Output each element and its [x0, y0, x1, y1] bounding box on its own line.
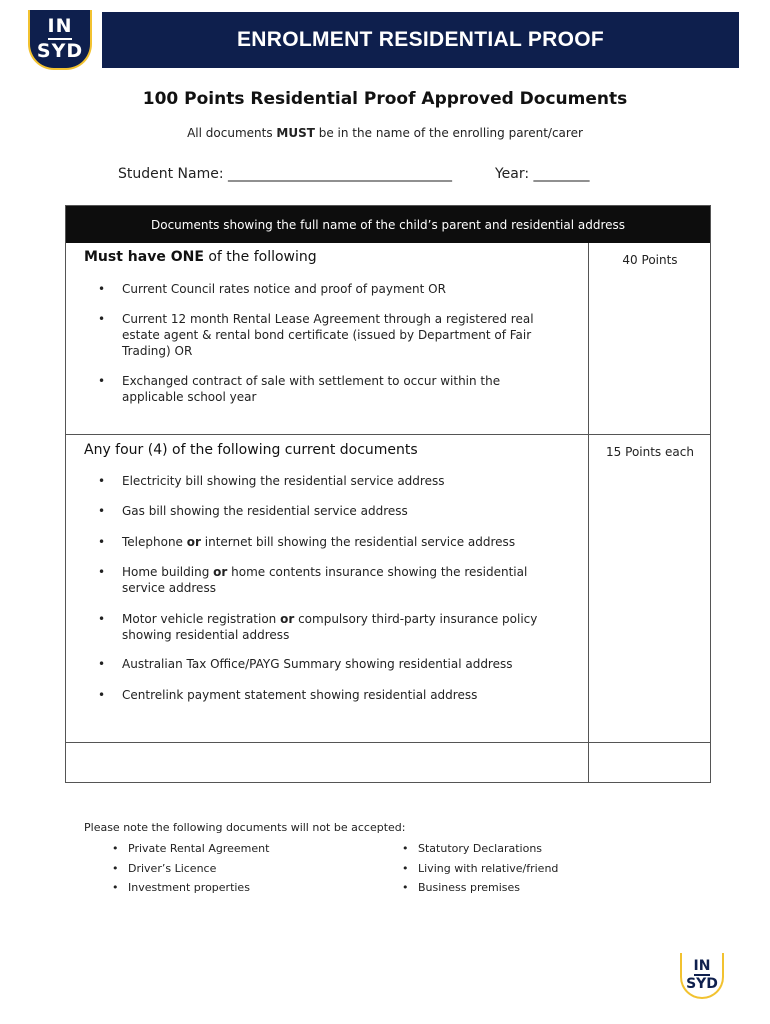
not-accepted-note-title: Please note the following documents will not be accepted:: [84, 821, 406, 834]
list-item: • Centrelink payment statement showing residential address: [84, 687, 574, 703]
row-divider-1: [66, 434, 710, 435]
list-item: • Current 12 month Rental Lease Agreement through a registered real estate agent & rental bond certificate (issued by Department of Fair Trading) OR: [84, 311, 574, 359]
list-item: • Private Rental Agreement: [110, 839, 269, 859]
row-divider-2: [66, 742, 710, 743]
page-title: 100 Points Residential Proof Approved Documents: [142, 89, 628, 109]
list-item: • Exchanged contract of sale with settlement to occur within the applicable school year: [84, 373, 504, 405]
section1-heading-rest: of the following: [203, 249, 317, 265]
insyd-logo: [28, 10, 92, 70]
table-header: Documents showing the full name of the child’s parent and residential address: [66, 206, 710, 243]
list-item: • Telephone or internet bill showing the residential service address: [84, 534, 574, 550]
subtitle-after: be in the name of the enrolling parent/carer: [314, 126, 583, 140]
not-accepted-list-right: [400, 839, 558, 898]
subtitle-emphasis: MUST: [276, 126, 315, 140]
section2-points: 15 Points each: [606, 445, 694, 459]
year-field[interactable]: ________: [533, 166, 590, 182]
student-info-line: [118, 166, 590, 182]
subtitle: [0, 126, 770, 140]
footer-logo-line-1: IN: [693, 958, 711, 974]
student-name-label: Student Name:: [118, 166, 224, 182]
year-label: Year:: [494, 166, 530, 182]
list-item: • Motor vehicle registration or compulsory third-party insurance policy showing residential address: [84, 611, 574, 643]
logo-line-2: SYD: [36, 40, 84, 62]
section1-heading: [84, 249, 317, 265]
insyd-footer-logo: [680, 953, 724, 999]
list-item: • Living with relative/friend: [400, 859, 558, 879]
logo-line-1: IN: [48, 17, 73, 40]
list-item: • Investment properties: [110, 878, 269, 898]
subtitle-before: All documents: [187, 126, 277, 140]
section1-points: 40 Points: [622, 253, 678, 267]
list-item: • Australian Tax Office/PAYG Summary showing residential address: [84, 656, 574, 672]
list-item: • Home building or home contents insurance showing the residential service address: [84, 564, 574, 596]
list-item: • Driver’s Licence: [110, 859, 269, 879]
footer-logo-line-2: SYD: [686, 976, 718, 992]
banner-title: ENROLMENT RESIDENTIAL PROOF: [102, 12, 739, 68]
section1-heading-bold: Must have ONE: [84, 249, 204, 265]
list-item: • Statutory Declarations: [400, 839, 558, 859]
documents-table: [65, 205, 711, 783]
column-divider: [588, 243, 589, 783]
not-accepted-list-left: [110, 839, 269, 898]
section2-heading: Any four (4) of the following current documents: [84, 442, 418, 458]
list-item: • Electricity bill showing the residential service address: [84, 473, 574, 489]
list-item: • Current Council rates notice and proof of payment OR: [84, 281, 574, 297]
list-item: • Gas bill showing the residential service address: [84, 503, 574, 519]
list-item: • Business premises: [400, 878, 558, 898]
student-name-field[interactable]: ________________________________: [228, 166, 453, 182]
